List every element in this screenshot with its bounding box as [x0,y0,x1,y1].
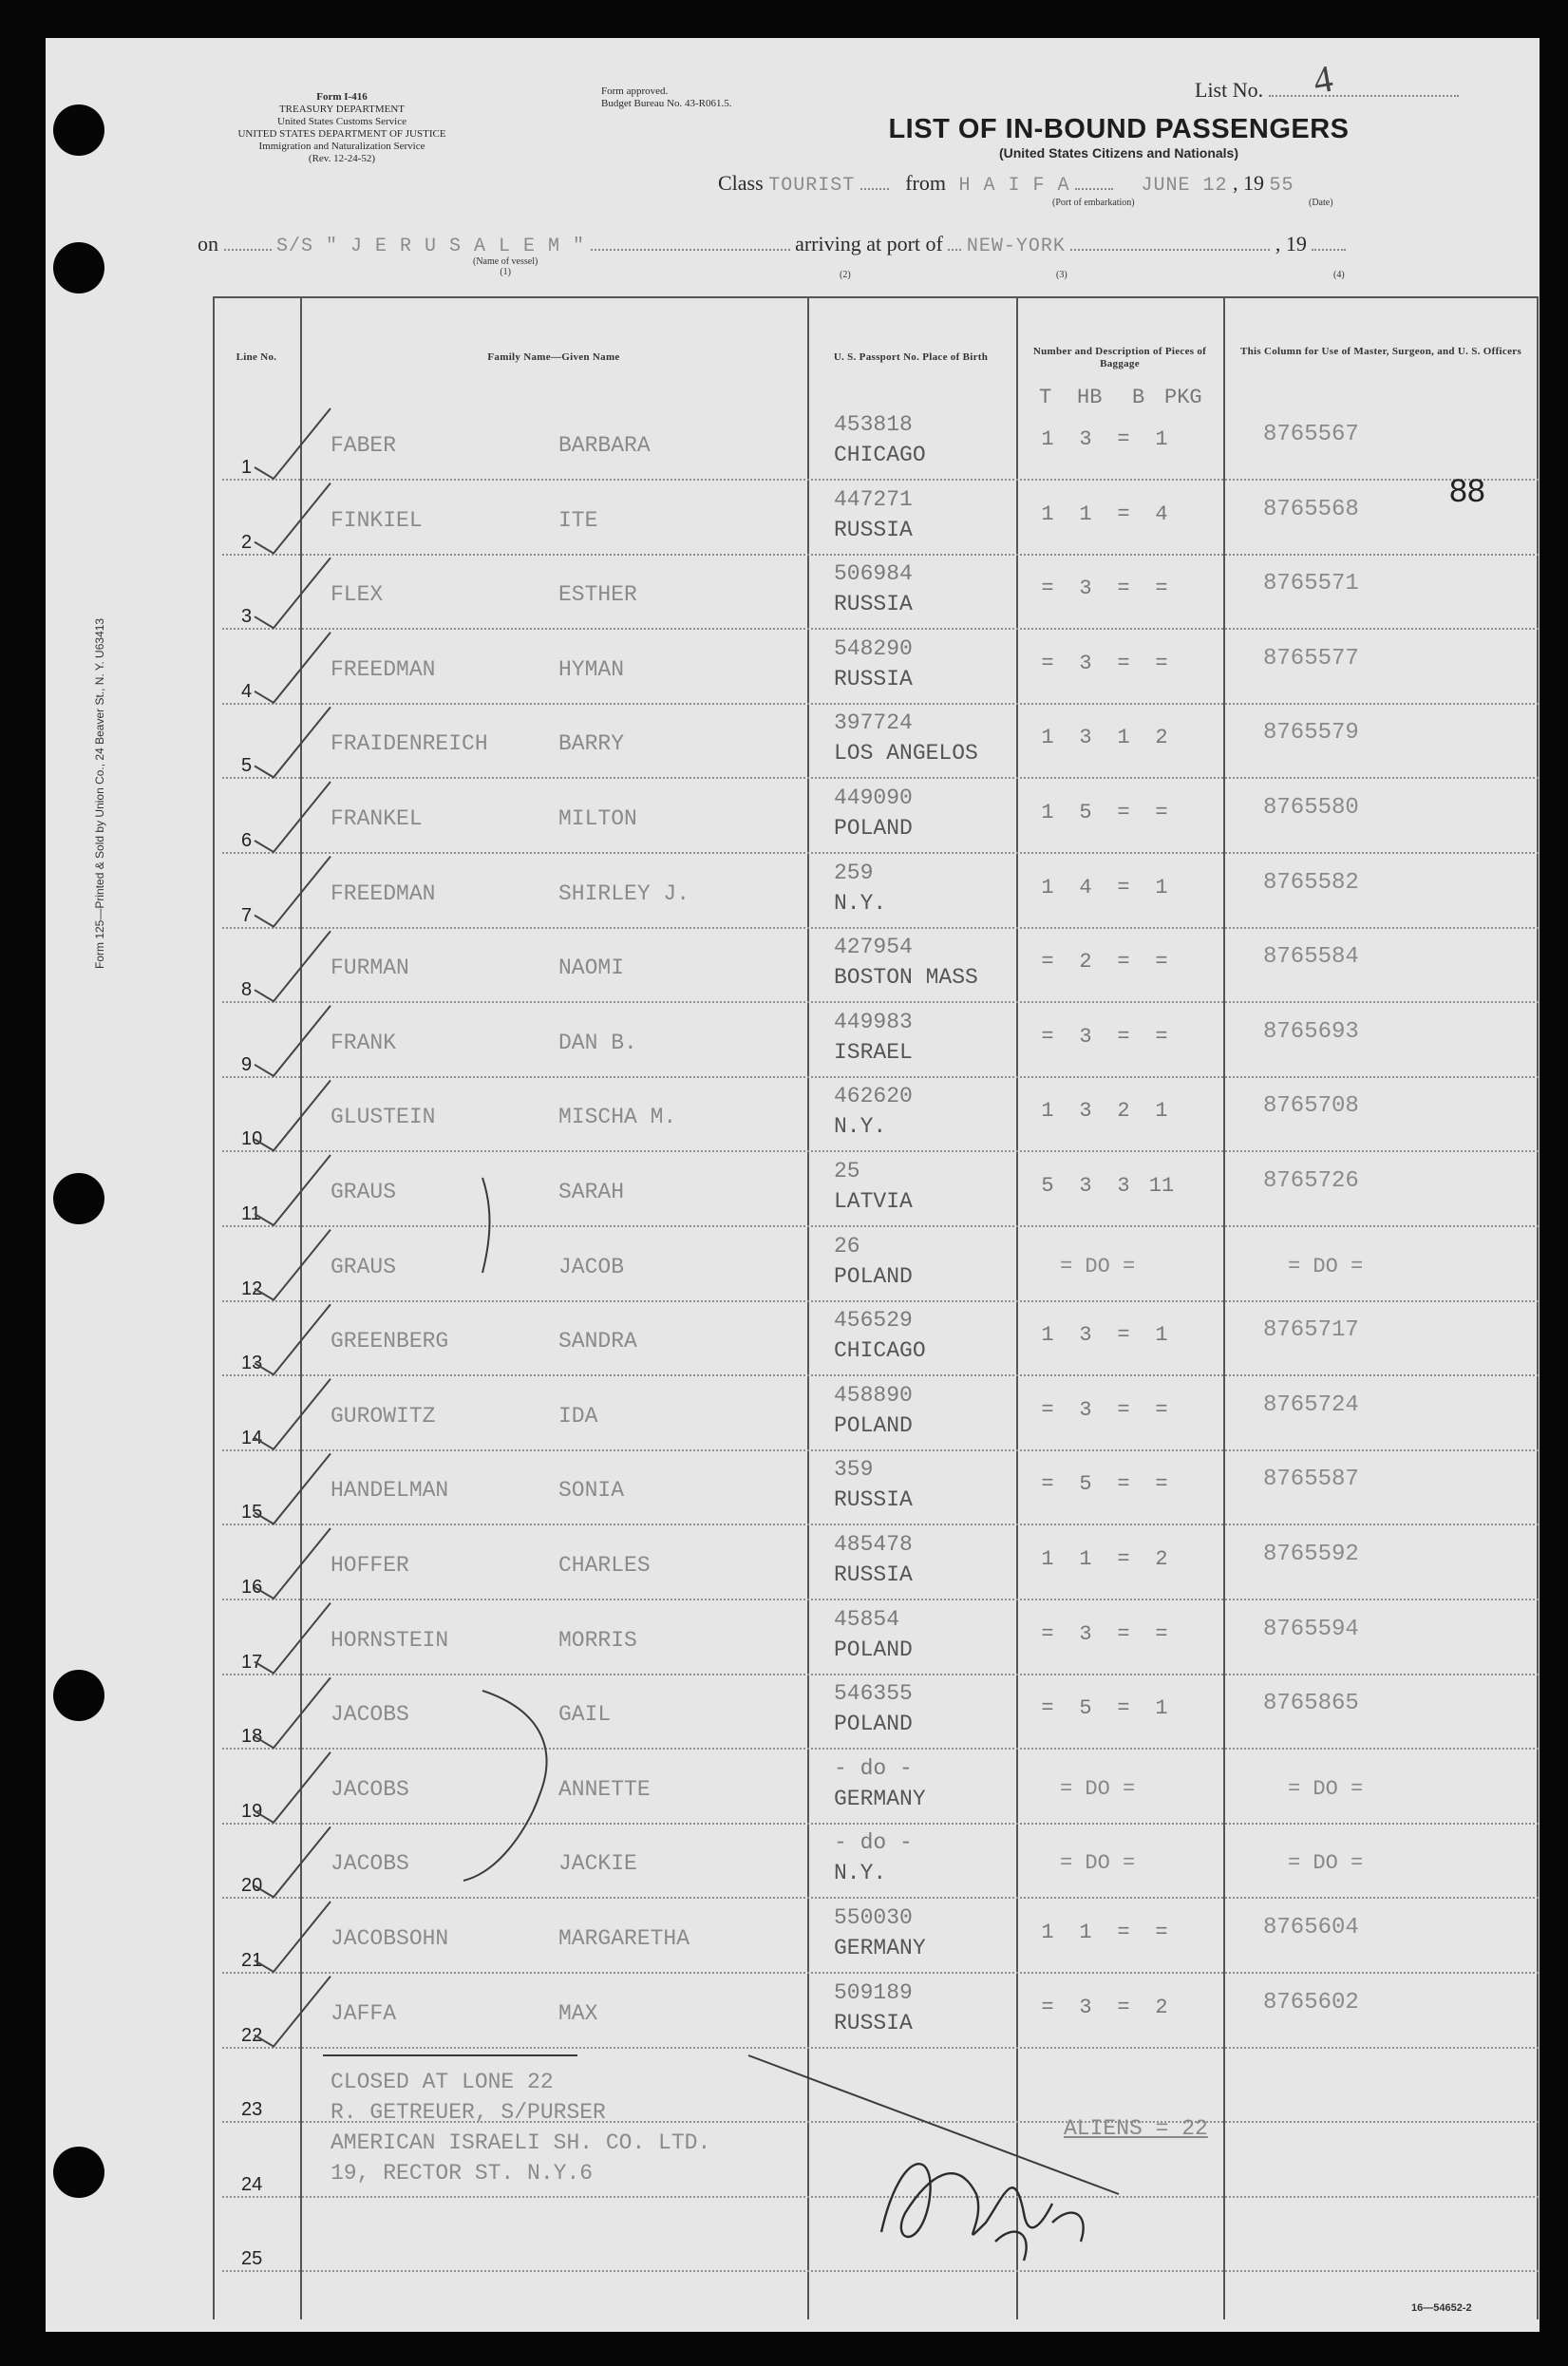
officer-number: 8765577 [1263,645,1359,672]
check-mark [255,1827,331,1897]
class-value: TOURIST [768,175,856,197]
baggage-t: 1 [1041,801,1054,824]
given-name: BARRY [558,731,625,757]
baggage-pkg: 11 [1148,1174,1175,1198]
family-name: FABER [331,433,397,458]
baggage-ditto: = DO = [1060,1851,1136,1876]
bracket-mark [482,1178,490,1273]
given-name: JACOB [558,1254,625,1279]
given-name: ESTHER [558,582,637,608]
line-number: 18 [241,1726,263,1748]
list-no-label: List No. [1195,78,1264,102]
handwritten-marks [46,38,1540,2332]
passport-number: 259 [834,860,874,885]
given-name: NAOMI [558,956,625,981]
place-of-birth: RUSSIA [834,1487,913,1513]
check-mark [255,1677,331,1748]
line-number: 22 [241,2024,263,2046]
binder-hole [53,2147,104,2198]
given-name: MORRIS [558,1627,637,1653]
family-name: FRAIDENREICH [331,731,488,757]
passport-number: 550030 [834,1905,913,1930]
line-number: 6 [241,830,253,851]
place-of-birth: RUSSIA [834,1562,913,1587]
binder-hole [53,1670,104,1721]
baggage-ditto: = DO = [1060,1254,1136,1278]
col3-caption: (3) [1056,270,1067,280]
check-mark [255,1304,331,1374]
baggage-pkg: = [1155,577,1168,601]
baggage-b: = [1117,1696,1130,1721]
family-name: JACOBS [331,1702,409,1728]
line-number: 3 [241,606,253,628]
baggage-t: 5 [1041,1174,1054,1198]
baggage-hb: 3 [1079,427,1092,451]
line-number: 10 [241,1128,263,1150]
margin-note: 88 [1449,473,1485,509]
check-mark [255,1230,331,1300]
printer-imprint: Form 125—Printed & Sold by Union Co., 24 Beaver St., N. Y. U63413 [93,617,106,969]
line-number: 13 [241,1353,263,1374]
officer-number: 8765584 [1263,944,1359,971]
bag-sub-b: B [1132,386,1145,409]
baggage-b: 3 [1117,1174,1130,1198]
place-of-birth: LOS ANGELOS [834,741,978,767]
given-name: MAX [558,2000,598,2026]
baggage-hb: 1 [1079,502,1092,526]
line-number: 14 [241,1427,263,1448]
from-label: from [905,171,946,195]
check-mark [255,931,331,1001]
baggage-b: 2 [1117,1099,1130,1124]
given-name: SANDRA [558,1329,637,1354]
binder-hole [53,242,104,293]
ins-service: Immigration and Naturalization Service [258,141,425,152]
place-of-birth: N.Y. [834,890,887,916]
baggage-b: = [1117,1397,1130,1422]
binder-hole [53,104,104,156]
place-of-birth: RUSSIA [834,517,913,542]
baggage-hb: 5 [1079,801,1092,824]
family-name: GREENBERG [331,1329,449,1354]
place-of-birth: POLAND [834,816,913,841]
passport-number: 25 [834,1159,860,1183]
baggage-t: = [1041,1024,1054,1049]
date-caption: (Date) [1309,198,1333,208]
baggage-pkg: = [1155,651,1168,675]
baggage-pkg: = [1155,1621,1168,1646]
line-number: 21 [241,1950,263,1971]
col-baggage: Number and Description of Pieces of Baggage [1032,346,1207,369]
check-mark [255,857,331,927]
baggage-hb: 3 [1079,1621,1092,1646]
given-name: HYMAN [558,656,625,682]
officer-number: 8765594 [1263,1616,1359,1642]
officer-number: 8765693 [1263,1018,1359,1045]
form-revision: (Rev. 12-24-52) [308,153,376,164]
arriving-value: NEW-YORK [966,236,1066,257]
officer-number: 8765580 [1263,795,1359,821]
line-number: 8 [241,979,253,1001]
passport-number: 45854 [834,1606,900,1632]
bag-sub-t: T [1039,386,1052,409]
line-number: 15 [241,1502,263,1524]
closing-line-3: AMERICAN ISRAELI SH. CO. LTD. [331,2130,711,2155]
baggage-b: = [1117,1995,1130,2019]
baggage-b: = [1117,427,1130,451]
place-of-birth: RUSSIA [834,2010,913,2035]
place-of-birth: RUSSIA [834,592,913,617]
officer-number: 8765567 [1263,422,1359,447]
given-name: ITE [558,507,598,533]
class-label: Class [718,171,764,195]
family-name: GRAUS [331,1254,397,1279]
bracket-mark-2 [463,1691,547,1881]
aliens-count: ALIENS = 22 [1064,2116,1208,2141]
baggage-pkg: 2 [1155,1995,1168,2019]
baggage-b: = [1117,577,1130,601]
baggage-t: 1 [1041,1547,1054,1571]
passport-number: 449090 [834,786,913,810]
family-name: FINKIEL [331,507,423,533]
place-of-birth: POLAND [834,1637,913,1662]
family-name: HORNSTEIN [331,1627,449,1653]
check-mark [255,1006,331,1076]
baggage-pkg: 4 [1155,502,1168,526]
baggage-pkg: = [1155,1472,1168,1497]
baggage-b: = [1117,651,1130,675]
col-line-no: Line No. [236,351,277,363]
baggage-t: = [1041,577,1054,601]
place-of-birth: N.Y. [834,1861,887,1886]
customs-service: United States Customs Service [277,116,406,127]
place-of-birth: CHICAGO [834,443,926,467]
check-mark [255,1080,331,1150]
baggage-t: 1 [1041,1921,1054,1944]
baggage-pkg: 2 [1155,726,1168,750]
place-of-birth: N.Y. [834,1114,887,1140]
form-footer-code: 16—54652-2 [1411,2302,1472,2314]
baggage-pkg: = [1155,1024,1168,1049]
given-name: IDA [558,1403,598,1429]
family-name: GLUSTEIN [331,1105,436,1130]
date-value: JUNE 12 [1141,175,1228,197]
baggage-b: = [1117,1547,1130,1571]
check-mark [255,1902,331,1972]
family-name: JACOBS [331,1851,409,1877]
family-name: FLEX [331,582,384,608]
passport-number: - do - [834,1755,913,1781]
passport-number: 506984 [834,561,913,587]
form-approved: Form approved. [601,85,669,97]
vessel-caption: (Name of vessel) (1) [473,256,538,277]
passport-number: 453818 [834,412,913,437]
closing-line-2: R. GETREUER, S/PURSER [331,2100,606,2125]
given-name: GAIL [558,1702,612,1728]
line-number: 12 [241,1278,263,1299]
year-suffix: , 19 [1275,232,1307,256]
baggage-t: = [1041,950,1054,975]
check-mark [255,707,331,777]
baggage-pkg: 1 [1155,1323,1168,1348]
given-name: SARAH [558,1180,625,1204]
officer-number: 8765708 [1263,1093,1359,1120]
family-name: HOFFER [331,1553,409,1578]
officer-number: 8765579 [1263,720,1359,747]
baggage-ditto: = DO = [1060,1776,1136,1801]
family-name: FREEDMAN [331,880,436,906]
place-of-birth: CHICAGO [834,1338,926,1364]
signature [881,2164,1084,2261]
given-name: CHARLES [558,1553,651,1578]
page-title: LIST OF IN-BOUND PASSENGERS [888,114,1350,144]
baggage-pkg: 1 [1155,875,1168,899]
family-name: HANDELMAN [331,1478,449,1504]
baggage-t: = [1041,1621,1054,1646]
baggage-b: = [1117,1024,1130,1049]
baggage-hb: 5 [1079,1472,1092,1497]
check-mark [255,1603,331,1674]
page-subtitle: (United States Citizens and Nationals) [998,145,1239,161]
check-mark [255,633,331,703]
binder-hole [53,1173,104,1224]
line-number: 20 [241,1875,263,1897]
family-name: FRANKEL [331,806,423,831]
officer-number: 8765592 [1263,1542,1359,1567]
officer-ditto: = DO = [1288,1776,1364,1801]
place-of-birth: POLAND [834,1263,913,1289]
baggage-b: 1 [1117,726,1130,750]
baggage-b: = [1117,1472,1130,1497]
passport-number: 462620 [834,1084,913,1109]
baggage-b: = [1117,801,1130,824]
port-caption: (Port of embarkation) [1052,198,1135,208]
given-name: ANNETTE [558,1776,651,1802]
line-number: 7 [241,904,253,926]
baggage-b: = [1117,950,1130,975]
baggage-t: = [1041,651,1054,675]
family-name: GUROWITZ [331,1403,436,1429]
date-prefix: 19 [1243,171,1265,195]
baggage-hb: 3 [1079,1397,1092,1422]
vessel-value: S/S " J E R U S A L E M " [276,236,586,257]
check-mark [255,1528,331,1599]
baggage-t: 1 [1041,1323,1054,1348]
given-name: DAN B. [558,1030,637,1055]
baggage-pkg: 1 [1155,427,1168,451]
given-name: MARGARETHA [558,1926,690,1951]
baggage-t: 1 [1041,726,1054,750]
bag-sub-hb: HB [1077,386,1103,409]
baggage-hb: 3 [1079,726,1092,750]
officer-number: 8765582 [1263,869,1359,896]
baggage-t: 1 [1041,427,1054,451]
officer-number: 8765717 [1263,1317,1359,1344]
place-of-birth: RUSSIA [834,666,913,691]
baggage-hb: 3 [1079,651,1092,675]
family-name: GRAUS [331,1180,397,1204]
baggage-pkg: = [1155,950,1168,975]
officer-number: 8765571 [1263,571,1359,597]
closing-line-1: CLOSED AT LONE 22 [331,2070,554,2094]
col-officers: This Column for Use of Master, Surgeon, and U. S. Officers [1239,346,1522,357]
place-of-birth: POLAND [834,1712,913,1737]
line-number: 5 [241,755,253,777]
col4-caption: (4) [1333,270,1345,280]
baggage-t: 1 [1041,502,1054,526]
baggage-hb: 1 [1079,1547,1092,1571]
check-mark [255,1379,331,1449]
line-number: 9 [241,1053,253,1075]
col-name: Family Name—Given Name [487,351,620,363]
passport-number: 485478 [834,1532,913,1557]
given-name: BARBARA [558,433,651,458]
baggage-pkg: = [1155,801,1168,824]
place-of-birth: LATVIA [834,1189,913,1214]
check-mark [255,782,331,852]
officer-number: 8765726 [1263,1168,1359,1194]
baggage-hb: 4 [1079,875,1092,899]
check-mark [255,1977,331,2047]
line-number: 4 [241,680,253,702]
baggage-hb: 3 [1079,1174,1092,1198]
line-number: 17 [241,1651,263,1673]
passport-number: 447271 [834,486,913,512]
baggage-pkg: 1 [1155,1099,1168,1124]
family-name: JACOBSOHN [331,1926,449,1951]
family-name: JACOBS [331,1776,409,1802]
baggage-hb: 5 [1079,1696,1092,1721]
passport-number: 546355 [834,1681,913,1707]
check-mark [255,1453,331,1524]
from-value: H A I F A [958,175,1070,197]
given-name: JACKIE [558,1851,637,1877]
baggage-hb: 3 [1079,1099,1092,1124]
baggage-b: = [1117,1621,1130,1646]
family-name: FURMAN [331,956,409,981]
baggage-hb: 2 [1079,950,1092,975]
check-mark [255,1155,331,1225]
officer-number: 8765865 [1263,1691,1359,1717]
line-number: 2 [241,531,253,553]
family-name: FREEDMAN [331,656,436,682]
given-name: SONIA [558,1478,625,1504]
given-name: MILTON [558,806,637,831]
officer-number: 8765568 [1263,496,1359,522]
baggage-b: = [1117,502,1130,526]
closing-diagonal [748,2055,1119,2194]
list-no-value: 4 [1310,56,1336,103]
place-of-birth: BOSTON MASS [834,965,978,991]
baggage-t: 1 [1041,1099,1054,1124]
form-sheet [46,38,1540,2332]
given-name: MISCHA M. [558,1105,677,1130]
officer-number: 8765602 [1263,1989,1359,2016]
check-mark [255,408,331,479]
closing-line-4: 19, RECTOR ST. N.Y.6 [331,2161,594,2186]
passport-number: 26 [834,1233,860,1259]
col-passport: U. S. Passport No. Place of Birth [833,351,989,363]
baggage-pkg: 2 [1155,1547,1168,1571]
place-of-birth: GERMANY [834,1786,926,1811]
passport-number: 397724 [834,710,913,736]
bag-sub-pkg: PKG [1164,386,1202,409]
treasury-dept: TREASURY DEPARTMENT [278,104,406,115]
line-number: 23 [241,2099,263,2121]
baggage-b: = [1117,875,1130,899]
baggage-hb: 3 [1079,1323,1092,1348]
baggage-pkg: = [1155,1397,1168,1422]
line-number: 19 [241,1800,263,1822]
passport-number: - do - [834,1830,913,1856]
given-name: SHIRLEY J. [558,880,690,906]
baggage-hb: 3 [1079,577,1092,601]
justice-dept: UNITED STATES DEPARTMENT OF JUSTICE [237,128,446,140]
passport-number: 449983 [834,1009,913,1034]
baggage-t: = [1041,1472,1054,1497]
on-label: on [198,232,218,256]
officer-number: 8765724 [1263,1391,1359,1418]
baggage-hb: 3 [1079,1024,1092,1049]
check-mark [255,558,331,628]
baggage-b: = [1117,1323,1130,1348]
baggage-hb: 3 [1079,1995,1092,2019]
officer-ditto: = DO = [1288,1254,1364,1278]
line-number: 24 [241,2173,263,2195]
place-of-birth: GERMANY [834,1936,926,1960]
year-value: 55 [1269,175,1294,197]
line-number: 1 [241,457,253,478]
baggage-t: = [1041,1696,1054,1721]
place-of-birth: ISRAEL [834,1039,913,1065]
family-name: FRANK [331,1030,397,1055]
passport-number: 509189 [834,1979,913,2005]
passport-number: 427954 [834,935,913,960]
line-number: 11 [241,1203,261,1224]
baggage-t: = [1041,1995,1054,2019]
baggage-hb: 1 [1079,1921,1092,1944]
officer-ditto: = DO = [1288,1851,1364,1876]
budget-bureau: Budget Bureau No. 43-R061.5. [601,98,732,109]
baggage-b: = [1117,1921,1130,1944]
baggage-t: = [1041,1397,1054,1422]
col2-caption: (2) [840,270,851,280]
line-number: 25 [241,2248,263,2270]
passport-number: 359 [834,1457,874,1483]
place-of-birth: POLAND [834,1412,913,1438]
officer-number: 8765604 [1263,1915,1359,1940]
arriving-label: arriving at port of [795,232,943,256]
form-number: Form I-416 [316,91,368,103]
passport-number: 548290 [834,635,913,661]
check-mark [255,1752,331,1823]
passport-number: 458890 [834,1382,913,1408]
baggage-t: 1 [1041,875,1054,899]
officer-number: 8765587 [1263,1467,1359,1493]
passport-number: 456529 [834,1308,913,1334]
line-number: 16 [241,1577,263,1598]
class-line: Class TOURIST from H A I F A JUNE 12 , 19 55 [718,171,1294,197]
baggage-pkg: 1 [1155,1696,1168,1721]
baggage-pkg: = [1155,1921,1168,1944]
family-name: JAFFA [331,2000,397,2026]
check-mark [255,483,331,554]
